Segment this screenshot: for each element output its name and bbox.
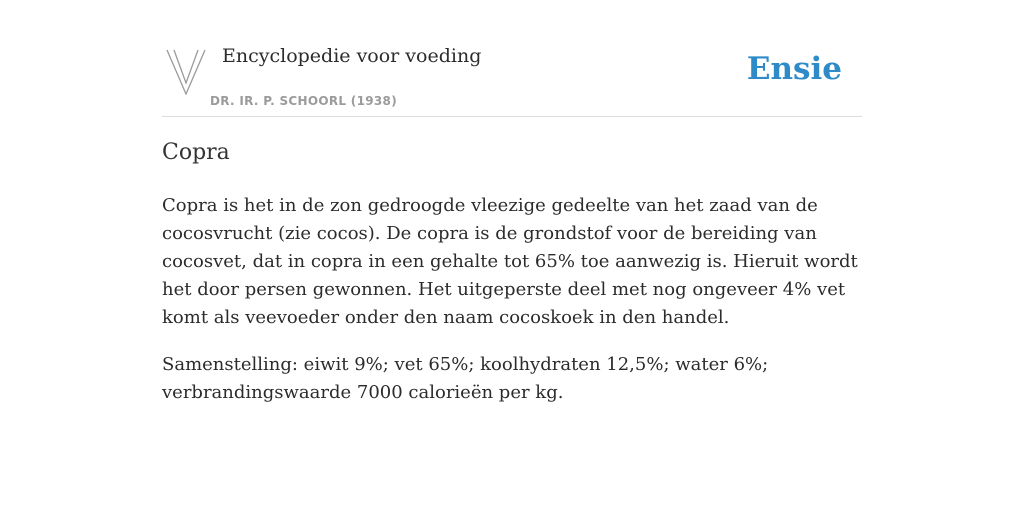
v-logo-icon[interactable] [166, 49, 206, 95]
site-header [162, 40, 862, 117]
book-title-link[interactable]: Encyclopedie voor voeding [222, 45, 482, 67]
article-body [162, 192, 862, 426]
book-author: DR. IR. P. SCHOORL (1938) [210, 94, 397, 108]
brand-logo-link[interactable]: Ensie [746, 51, 842, 87]
article-title: Copra [162, 140, 230, 165]
article-paragraph: Samenstelling: eiwit 9%; vet 65%; koolhydraten 12,5%; water 6%; verbrandingswaarde 7000 calorieën per kg. [162, 354, 769, 403]
article-paragraph: Copra is het in de zon gedroogde vleezige gedeelte van het zaad van de cocosvrucht (zie cocos). De copra is de grondstof voor de bereiding van cocosvet, dat in copra in een gehalte tot 65% toe aanwezig is. Hieruit wordt het door persen gewonnen. Het uitgeperste deel met nog ongeveer 4% vet komt als veevoeder onder den naam cocoskoek in den handel. [162, 195, 858, 328]
